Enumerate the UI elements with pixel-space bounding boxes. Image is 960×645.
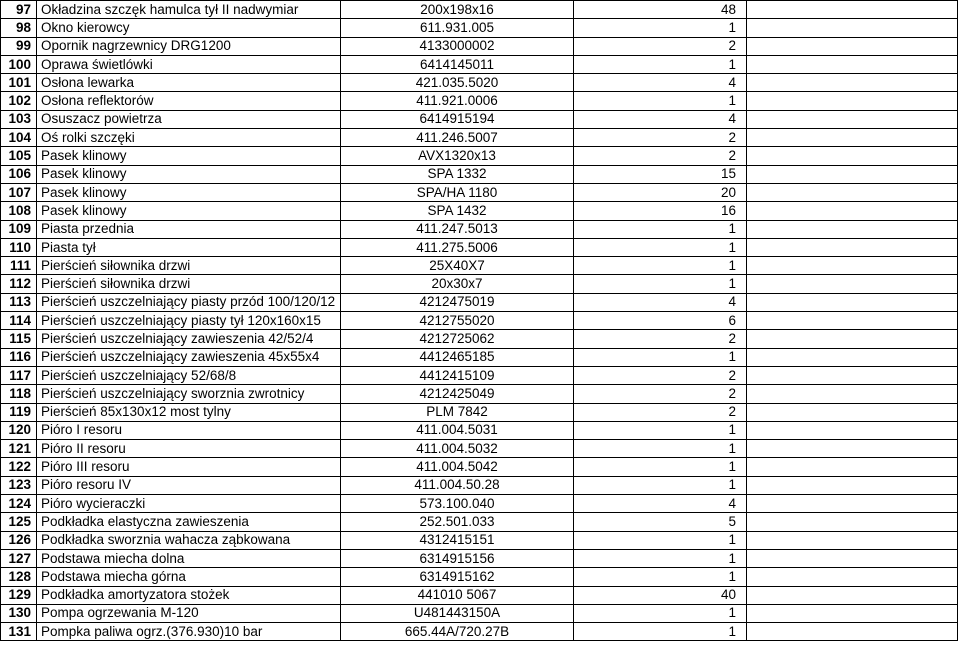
- table-row: [1, 586, 958, 604]
- table-row: [1, 513, 958, 531]
- part-code: 4212475019: [341, 293, 574, 311]
- empty-cell: [747, 348, 958, 366]
- part-name: Pierścień siłownika drzwi: [37, 257, 341, 275]
- part-quantity: 1: [574, 220, 747, 238]
- empty-cell: [747, 440, 958, 458]
- table-row: [1, 19, 958, 37]
- part-quantity: 1: [574, 458, 747, 476]
- part-code: 411.004.5042: [341, 458, 574, 476]
- empty-cell: [747, 165, 958, 183]
- row-number: 117: [1, 366, 37, 384]
- part-code: 6414915194: [341, 110, 574, 128]
- empty-cell: [747, 183, 958, 201]
- part-quantity: 6: [574, 312, 747, 330]
- part-code: 4412465185: [341, 348, 574, 366]
- part-code: 411.004.5031: [341, 421, 574, 439]
- part-code: PLM 7842: [341, 403, 574, 421]
- row-number: 123: [1, 476, 37, 494]
- part-name: Osłona lewarka: [37, 74, 341, 92]
- empty-cell: [747, 568, 958, 586]
- empty-cell: [747, 257, 958, 275]
- table-row: [1, 1, 958, 19]
- part-quantity: 4: [574, 74, 747, 92]
- empty-cell: [747, 385, 958, 403]
- part-name: Pierścień uszczelniający sworznia zwrotnicy: [37, 385, 341, 403]
- row-number: 115: [1, 330, 37, 348]
- row-number: 99: [1, 37, 37, 55]
- empty-cell: [747, 604, 958, 622]
- part-name: Piasta tył: [37, 238, 341, 256]
- part-quantity: 5: [574, 513, 747, 531]
- part-quantity: 2: [574, 330, 747, 348]
- empty-cell: [747, 74, 958, 92]
- empty-cell: [747, 330, 958, 348]
- part-name: Okładzina szczęk hamulca tył II nadwymiar: [37, 1, 341, 19]
- table-row: [1, 55, 958, 73]
- part-name: Pompka paliwa ogrz.(376.930)10 bar: [37, 623, 341, 641]
- table-row: [1, 549, 958, 567]
- part-quantity: 1: [574, 476, 747, 494]
- empty-cell: [747, 623, 958, 641]
- part-name: Pierścień siłownika drzwi: [37, 275, 341, 293]
- row-number: 114: [1, 312, 37, 330]
- empty-cell: [747, 366, 958, 384]
- part-code: 411.246.5007: [341, 129, 574, 147]
- part-quantity: 2: [574, 385, 747, 403]
- part-name: Opornik nagrzewnicy DRG1200: [37, 37, 341, 55]
- part-name: Pierścień uszczelniający piasty tył 120x160x15: [37, 312, 341, 330]
- table-row: [1, 183, 958, 201]
- table-row: [1, 421, 958, 439]
- part-name: Pasek klinowy: [37, 165, 341, 183]
- part-quantity: 1: [574, 55, 747, 73]
- table-row: [1, 165, 958, 183]
- part-code: 573.100.040: [341, 495, 574, 513]
- part-name: Pióro I resoru: [37, 421, 341, 439]
- part-name: Oprawa świetlówki: [37, 55, 341, 73]
- part-name: Pióro II resoru: [37, 440, 341, 458]
- part-code: 4412415109: [341, 366, 574, 384]
- table-row: [1, 403, 958, 421]
- table-row: [1, 293, 958, 311]
- part-name: Podstawa miecha dolna: [37, 549, 341, 567]
- part-quantity: 20: [574, 183, 747, 201]
- empty-cell: [747, 458, 958, 476]
- part-name: Osłona reflektorów: [37, 92, 341, 110]
- table-row: [1, 495, 958, 513]
- table-row: [1, 623, 958, 641]
- part-code: 25X40X7: [341, 257, 574, 275]
- part-code: 252.501.033: [341, 513, 574, 531]
- part-name: Piasta przednia: [37, 220, 341, 238]
- part-code: 411.004.5032: [341, 440, 574, 458]
- row-number: 113: [1, 293, 37, 311]
- row-number: 121: [1, 440, 37, 458]
- empty-cell: [747, 293, 958, 311]
- row-number: 120: [1, 421, 37, 439]
- part-code: 441010 5067: [341, 586, 574, 604]
- empty-cell: [747, 476, 958, 494]
- part-quantity: 2: [574, 366, 747, 384]
- part-code: 421.035.5020: [341, 74, 574, 92]
- row-number: 104: [1, 129, 37, 147]
- table-row: [1, 330, 958, 348]
- part-code: 6314915156: [341, 549, 574, 567]
- part-quantity: 1: [574, 623, 747, 641]
- part-quantity: 1: [574, 275, 747, 293]
- part-name: Pierścień uszczelniający zawieszenia 45x55x4: [37, 348, 341, 366]
- part-code: 6314915162: [341, 568, 574, 586]
- table-row: [1, 476, 958, 494]
- part-code: AVX1320x13: [341, 147, 574, 165]
- part-quantity: 1: [574, 568, 747, 586]
- table-row: [1, 147, 958, 165]
- table-row: [1, 275, 958, 293]
- part-name: Podstawa miecha górna: [37, 568, 341, 586]
- empty-cell: [747, 19, 958, 37]
- part-name: Pierścień 85x130x12 most tylny: [37, 403, 341, 421]
- table-row: [1, 110, 958, 128]
- row-number: 130: [1, 604, 37, 622]
- row-number: 106: [1, 165, 37, 183]
- row-number: 124: [1, 495, 37, 513]
- table-row: [1, 458, 958, 476]
- row-number: 127: [1, 549, 37, 567]
- empty-cell: [747, 312, 958, 330]
- table-row: [1, 440, 958, 458]
- part-quantity: 1: [574, 19, 747, 37]
- part-code: 611.931.005: [341, 19, 574, 37]
- part-name: Pióro wycieraczki: [37, 495, 341, 513]
- empty-cell: [747, 421, 958, 439]
- empty-cell: [747, 275, 958, 293]
- part-quantity: 2: [574, 37, 747, 55]
- table-row: [1, 366, 958, 384]
- part-name: Pierścień uszczelniający piasty przód 100/120/12: [37, 293, 341, 311]
- row-number: 126: [1, 531, 37, 549]
- table-row: [1, 257, 958, 275]
- row-number: 110: [1, 238, 37, 256]
- table-row: [1, 531, 958, 549]
- row-number: 116: [1, 348, 37, 366]
- part-code: 4133000002: [341, 37, 574, 55]
- row-number: 108: [1, 202, 37, 220]
- part-quantity: 16: [574, 202, 747, 220]
- part-name: Oś rolki szczęki: [37, 129, 341, 147]
- part-code: 4212425049: [341, 385, 574, 403]
- part-name: Pompa ogrzewania M-120: [37, 604, 341, 622]
- part-code: 411.247.5013: [341, 220, 574, 238]
- part-code: 411.004.50.28: [341, 476, 574, 494]
- part-code: SPA 1432: [341, 202, 574, 220]
- part-name: Podkładka sworznia wahacza ząbkowana: [37, 531, 341, 549]
- part-code: SPA/HA 1180: [341, 183, 574, 201]
- part-quantity: 15: [574, 165, 747, 183]
- row-number: 100: [1, 55, 37, 73]
- row-number: 118: [1, 385, 37, 403]
- part-name: Pierścień uszczelniający zawieszenia 42/52/4: [37, 330, 341, 348]
- row-number: 105: [1, 147, 37, 165]
- part-quantity: 4: [574, 293, 747, 311]
- table-row: [1, 568, 958, 586]
- part-code: 411.275.5006: [341, 238, 574, 256]
- empty-cell: [747, 403, 958, 421]
- part-quantity: 2: [574, 403, 747, 421]
- empty-cell: [747, 238, 958, 256]
- part-code: 200x198x16: [341, 1, 574, 19]
- table-row: [1, 202, 958, 220]
- part-name: Pasek klinowy: [37, 183, 341, 201]
- table-row: [1, 92, 958, 110]
- parts-table-body: [1, 1, 958, 641]
- part-name: Osuszacz powietrza: [37, 110, 341, 128]
- empty-cell: [747, 55, 958, 73]
- part-name: Pierścień uszczelniający 52/68/8: [37, 366, 341, 384]
- part-name: Podkładka amortyzatora stożek: [37, 586, 341, 604]
- part-quantity: 1: [574, 92, 747, 110]
- part-code: 20x30x7: [341, 275, 574, 293]
- empty-cell: [747, 92, 958, 110]
- row-number: 111: [1, 257, 37, 275]
- table-row: [1, 74, 958, 92]
- row-number: 101: [1, 74, 37, 92]
- part-name: Okno kierowcy: [37, 19, 341, 37]
- table-row: [1, 37, 958, 55]
- part-name: Pióro III resoru: [37, 458, 341, 476]
- row-number: 129: [1, 586, 37, 604]
- part-quantity: 1: [574, 421, 747, 439]
- part-quantity: 1: [574, 257, 747, 275]
- row-number: 102: [1, 92, 37, 110]
- part-quantity: 40: [574, 586, 747, 604]
- part-name: Pasek klinowy: [37, 202, 341, 220]
- part-quantity: 2: [574, 147, 747, 165]
- empty-cell: [747, 37, 958, 55]
- empty-cell: [747, 495, 958, 513]
- empty-cell: [747, 531, 958, 549]
- part-code: 665.44A/720.27B: [341, 623, 574, 641]
- empty-cell: [747, 110, 958, 128]
- row-number: 122: [1, 458, 37, 476]
- row-number: 107: [1, 183, 37, 201]
- row-number: 98: [1, 19, 37, 37]
- part-name: Pióro resoru IV: [37, 476, 341, 494]
- part-quantity: 4: [574, 110, 747, 128]
- empty-cell: [747, 549, 958, 567]
- table-row: [1, 238, 958, 256]
- part-code: 411.921.0006: [341, 92, 574, 110]
- row-number: 112: [1, 275, 37, 293]
- row-number: 125: [1, 513, 37, 531]
- part-code: 4312415151: [341, 531, 574, 549]
- row-number: 103: [1, 110, 37, 128]
- part-quantity: 1: [574, 238, 747, 256]
- part-code: 4212725062: [341, 330, 574, 348]
- part-code: SPA 1332: [341, 165, 574, 183]
- table-row: [1, 385, 958, 403]
- table-row: [1, 604, 958, 622]
- table-row: [1, 312, 958, 330]
- part-quantity: 48: [574, 1, 747, 19]
- table-row: [1, 129, 958, 147]
- empty-cell: [747, 586, 958, 604]
- part-quantity: 1: [574, 549, 747, 567]
- row-number: 128: [1, 568, 37, 586]
- part-name: Pasek klinowy: [37, 147, 341, 165]
- row-number: 131: [1, 623, 37, 641]
- part-code: 6414145011: [341, 55, 574, 73]
- part-name: Podkładka elastyczna zawieszenia: [37, 513, 341, 531]
- empty-cell: [747, 147, 958, 165]
- table-row: [1, 348, 958, 366]
- part-code: U481443150A: [341, 604, 574, 622]
- part-quantity: 1: [574, 531, 747, 549]
- empty-cell: [747, 1, 958, 19]
- part-quantity: 2: [574, 129, 747, 147]
- row-number: 97: [1, 1, 37, 19]
- part-quantity: 1: [574, 348, 747, 366]
- part-code: 4212755020: [341, 312, 574, 330]
- part-quantity: 4: [574, 495, 747, 513]
- row-number: 109: [1, 220, 37, 238]
- empty-cell: [747, 129, 958, 147]
- empty-cell: [747, 513, 958, 531]
- row-number: 119: [1, 403, 37, 421]
- part-quantity: 1: [574, 440, 747, 458]
- table-row: [1, 220, 958, 238]
- empty-cell: [747, 220, 958, 238]
- empty-cell: [747, 202, 958, 220]
- part-quantity: 1: [574, 604, 747, 622]
